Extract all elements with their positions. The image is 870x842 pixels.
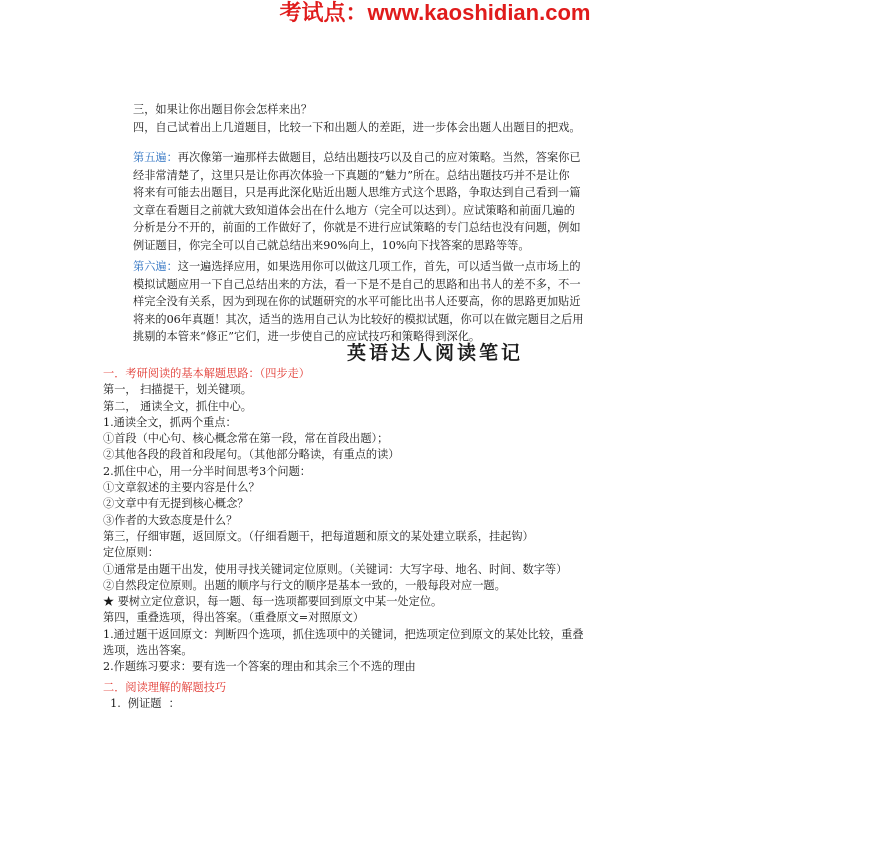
- text-line: 第四，重叠选项，得出答案。（重叠原文=对照原文）: [103, 611, 365, 625]
- step6-lead: 第六遍：: [133, 260, 178, 273]
- text-line: 第三，仔细审题，返回原文。（仔细看题干，把每道题和原文的某处建立联系，挂起钩）: [103, 529, 534, 543]
- text-line: 样完全没有关系，因为到现在你的试题研究的水平可能比出书人还要高，你的思路更加贴近: [133, 295, 581, 309]
- text-line: 选项，选出答案。: [103, 644, 193, 658]
- text-line: 文章在看题目之前就大致知道体会出在什么地方（完全可以达到）。应试策略和前面几遍的: [133, 203, 575, 217]
- section1: [103, 366, 773, 676]
- step6-paragraph: [133, 258, 743, 346]
- text-line: ①通常是由题干出发，使用寻找关键词定位原则。（关键词：大写字母、地名、时间、数字等）: [103, 562, 568, 576]
- text-line: 第二， 通读全文，抓住中心。: [103, 399, 252, 413]
- text-line: 模拟试题应用一下自己总结出来的方法，看一下是不是自己的思路和出书人的差不多，不一: [133, 277, 581, 291]
- text-line: ②自然段定位原则。出题的顺序与行文的顺序是基本一致的，一般每段对应一题。: [103, 578, 506, 592]
- section2: [103, 680, 773, 713]
- text-line: 定位原则：: [103, 546, 159, 560]
- text-line: [133, 149, 743, 167]
- notes-title: 英语达人阅读笔记: [346, 342, 523, 364]
- text-span: 这一遍选择应用，如果选用你可以做这几项工作，首先，可以适当做一点市场上的: [177, 260, 581, 273]
- text-line: ★ 要树立定位意识，每一题、每一选项都要回到原文中某一处定位。: [103, 595, 443, 609]
- text-line: 1.通读全文，抓两个重点：: [103, 415, 237, 429]
- text-line: ①文章叙述的主要内容是什么？: [103, 481, 260, 495]
- text-line: 挑剔的本管来“修正”它们，进一步使自己的应试技巧和策略得到深化。: [133, 330, 481, 344]
- text-line: ①首段（中心句、核心概念常在第一段，常在首段出题）；: [103, 432, 389, 446]
- text-line: ②其他各段的段首和段尾句。（其他部分略读，有重点的读）: [103, 448, 400, 462]
- step5-lead: 第五遍：: [133, 151, 178, 164]
- text-line: 将来有可能去出题目，只是再此深化贴近出题人思维方式这个思路，争取达到自己看到一篇: [133, 186, 581, 200]
- text-line: 分析是分不开的，前面的工作做好了，你就是不进行应试策略的专门总结也没有问题，例如: [133, 221, 581, 235]
- text-line: [133, 258, 743, 276]
- text-line: 1. 例证题 ：: [103, 697, 180, 711]
- text-line: 将来的06年真题！其次，适当的选用自己认为比较好的模拟试题，你可以在做完题目之后用: [133, 312, 584, 326]
- text-line: 例证题目，你完全可以自己就总结出来90%向上，10%向下找答案的思路等等。: [133, 238, 530, 252]
- text-line: 第一， 扫描提干，划关键项。: [103, 383, 252, 397]
- section2-heading: 二．阅读理解的解题技巧: [103, 681, 227, 694]
- step5-paragraph: [133, 149, 743, 255]
- site-banner[interactable]: 考试点：www.kaoshidian.com: [279, 0, 591, 25]
- section1-heading: 一．考研阅读的基本解题思路：（四步走）: [103, 367, 310, 380]
- text-span: 再次像第一遍那样去做题目，总结出题技巧以及自己的应对策略。当然，答案你已: [177, 151, 581, 164]
- text-line: 经非常清楚了，这里只是让你再次体验一下真题的“魅力”所在。总结出题技巧并不是让你: [133, 168, 570, 182]
- text-line: 2.作题练习要求：要有选一个答案的理由和其余三个不选的理由: [103, 660, 416, 674]
- intro-block: [133, 101, 743, 136]
- text-line: 四，自己试着出上几道题目，比较一下和出题人的差距，进一步体会出题人出题目的把戏。: [133, 120, 581, 134]
- text-line: ③作者的大致态度是什么？: [103, 513, 238, 527]
- text-line: ②文章中有无提到核心概念？: [103, 497, 249, 511]
- text-line: 1.通过题干返回原文：判断四个选项，抓住选项中的关键词，把选项定位到原文的某处比较，重叠: [103, 627, 584, 641]
- text-line: 三，如果让你出题目你会怎样来出？: [133, 103, 313, 116]
- text-line: 2.抓住中心，用一分半时间思考3个问题：: [103, 464, 311, 478]
